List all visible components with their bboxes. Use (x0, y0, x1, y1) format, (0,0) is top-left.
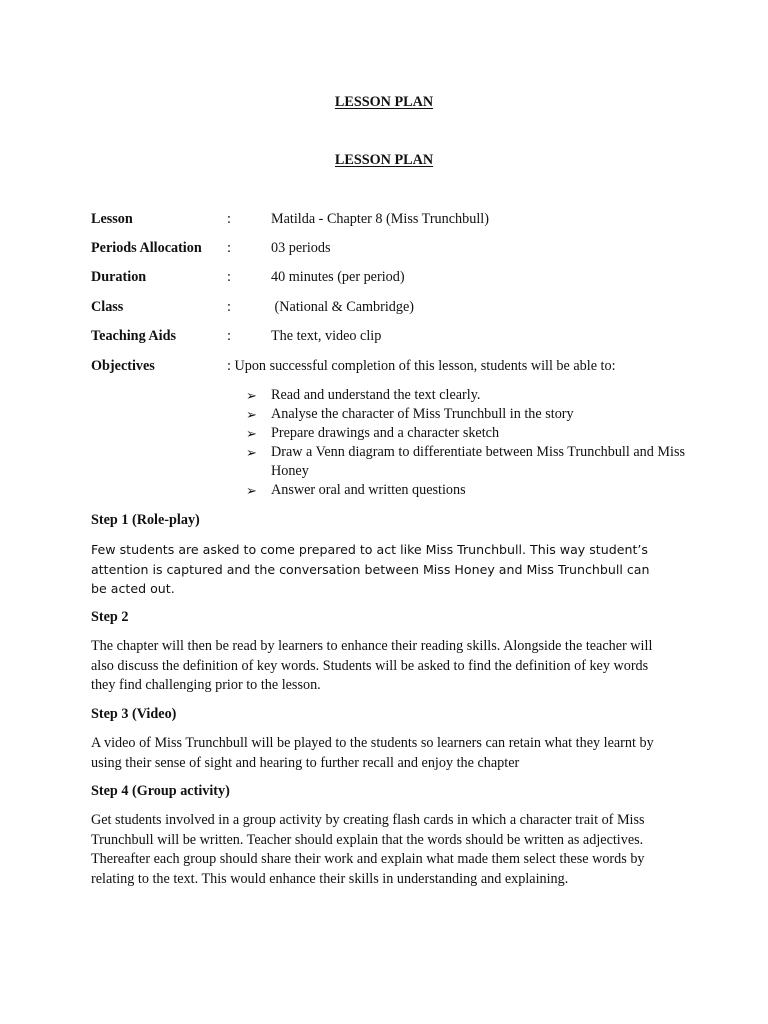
step-heading: Step 1 (Role-play) (91, 512, 200, 528)
field-row-periods-allocation (91, 239, 711, 259)
list-item (246, 386, 686, 405)
field-label: Teaching Aids (91, 328, 177, 344)
field-value: 03 periods (271, 240, 331, 256)
list-item-text: Draw a Venn diagram to differentiate between Miss Trunchbull and Miss Honey (271, 444, 685, 479)
field-label: Class (91, 299, 124, 315)
field-value: The text, video clip (271, 328, 382, 344)
field-label: Lesson (91, 211, 133, 227)
field-row-duration (91, 268, 711, 288)
field-row-lesson (91, 210, 711, 230)
field-row-objectives (91, 357, 711, 377)
field-label: Duration (91, 269, 147, 285)
field-colon: : (227, 299, 231, 315)
field-row-class (91, 298, 711, 318)
step-paragraph: Get students involved in a group activity by creating flash cards in which a character trait of Miss Trunchbull will be written. Teacher should explain that the words should be written as adjectives. Thereafter each group should share their work and explain what made them select these words by relating to the text. This would enhance their skills in understanding and explaining. (91, 812, 645, 887)
list-item-text: Prepare drawings and a character sketch (271, 425, 500, 441)
objectives-intro: : Upon successful completion of this lesson, students will be able to: (227, 358, 616, 374)
step-paragraph: Few students are asked to come prepared to act like Miss Trunchbull. This way student’s attention is captured and the conversation between Miss Honey and Miss Trunchbull can be acted out. (91, 542, 650, 596)
step-paragraph: A video of Miss Trunchbull will be played to the students so learners can retain what they learnt by using their sense of sight and hearing to further recall and enjoy the chapter (91, 735, 654, 771)
field-value: 40 minutes (per period) (271, 269, 405, 285)
objectives-label: Objectives (91, 358, 155, 374)
list-item (246, 481, 686, 500)
objectives-list (246, 386, 686, 500)
list-item (246, 405, 686, 424)
list-item-text: Answer oral and written questions (271, 482, 466, 498)
document-subtitle: LESSON PLAN (334, 152, 434, 168)
field-colon: : (227, 240, 231, 256)
step-heading: Step 2 (91, 609, 129, 625)
list-item (246, 424, 686, 443)
arrowhead-bullet-icon: ➢ (246, 426, 257, 441)
document-title: LESSON PLAN (334, 94, 434, 110)
field-colon: : (227, 269, 231, 285)
step-heading: Step 4 (Group activity) (91, 783, 230, 799)
field-colon: : (227, 328, 231, 344)
list-item-text: Read and understand the text clearly. (271, 387, 481, 403)
list-item (246, 443, 686, 481)
arrowhead-bullet-icon: ➢ (246, 483, 257, 498)
arrowhead-bullet-icon: ➢ (246, 407, 257, 422)
step-paragraph: The chapter will then be read by learners to enhance their reading skills. Alongside the teacher will also discuss the definition of key words. Students will be asked to find the definition of key words they find challenging prior to the lesson. (91, 638, 653, 693)
field-row-teaching-aids (91, 327, 711, 347)
field-label: Periods Allocation (91, 240, 202, 256)
field-colon: : (227, 211, 231, 227)
arrowhead-bullet-icon: ➢ (246, 445, 257, 460)
list-item-text: Analyse the character of Miss Trunchbull in the story (271, 406, 574, 422)
step-heading: Step 3 (Video) (91, 706, 177, 722)
field-value: Matilda - Chapter 8 (Miss Trunchbull) (271, 211, 489, 227)
field-value: (National & Cambridge) (271, 299, 415, 315)
arrowhead-bullet-icon: ➢ (246, 388, 257, 403)
